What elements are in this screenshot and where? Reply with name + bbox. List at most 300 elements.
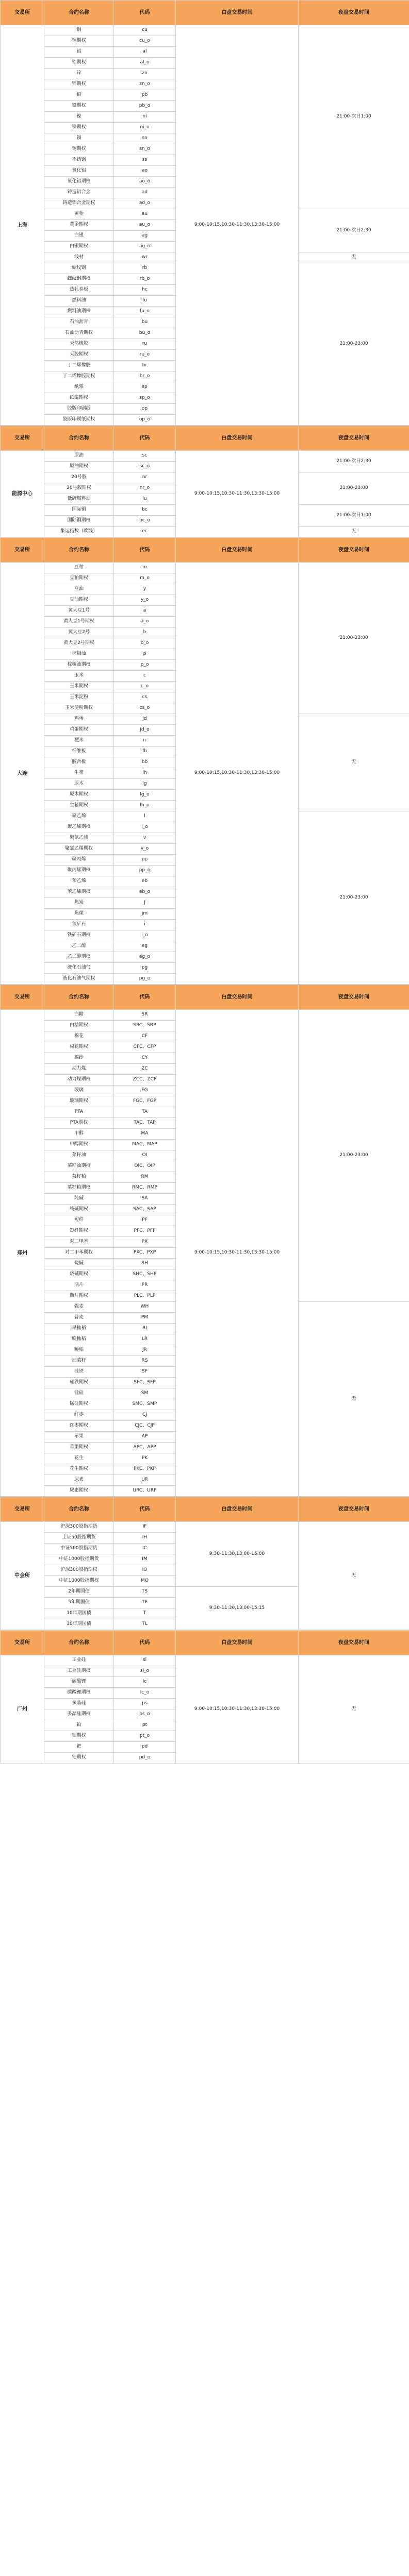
contract-name: PTA [44, 1107, 114, 1118]
contract-name: 烧碱期权 [44, 1269, 114, 1280]
header-code: 代码 [114, 426, 176, 451]
contract-code: al [114, 47, 176, 58]
contract-code: m_o [114, 573, 176, 584]
contract-code: RMC、RMP [114, 1183, 176, 1194]
contract-code: op [114, 404, 176, 415]
contract-code: si [114, 1655, 176, 1666]
contract-code: zn [114, 69, 176, 79]
contract-code: IF [114, 1522, 176, 1533]
contract-code: b [114, 628, 176, 638]
contract-name: 原木期权 [44, 790, 114, 801]
header-day-session: 白盘交易时间 [176, 538, 299, 563]
contract-code: ru_o [114, 350, 176, 361]
contract-name: 聚丙烯 [44, 855, 114, 866]
contract-code: sc_o [114, 462, 176, 472]
contract-name: 铁矿石 [44, 920, 114, 930]
contract-code: br_o [114, 371, 176, 382]
contract-name: 胶版印刷纸期权 [44, 415, 114, 426]
contract-code: c_o [114, 682, 176, 692]
contract-code: TF [114, 1598, 176, 1608]
exchange-name: 大连 [1, 563, 44, 985]
contract-name: 铅期权 [44, 101, 114, 112]
contract-name: 镍期权 [44, 123, 114, 133]
contract-name: 液化石油气 [44, 963, 114, 974]
contract-name: 瓶片 [44, 1280, 114, 1291]
contract-code: ni [114, 112, 176, 123]
contract-code: au_o [114, 220, 176, 231]
header-code: 代码 [114, 1631, 176, 1655]
contract-code: ps_o [114, 1709, 176, 1720]
contract-code: CY [114, 1053, 176, 1064]
contract-code: bc [114, 505, 176, 516]
night-session-time: 21:00-次日1:00 [299, 505, 409, 527]
contract-name: 2年期国债 [44, 1587, 114, 1598]
contract-name: 玉米淀粉期权 [44, 703, 114, 714]
contract-name: 硅铁期权 [44, 1378, 114, 1388]
contract-code: IM [114, 1554, 176, 1565]
contract-code: ZCC、ZCP [114, 1075, 176, 1086]
contract-code: T [114, 1608, 176, 1619]
contract-name: 聚氯乙烯 [44, 833, 114, 844]
contract-name: 玻璃 [44, 1086, 114, 1096]
header-code: 代码 [114, 538, 176, 563]
header-day-session: 白盘交易时间 [176, 1497, 299, 1522]
contract-name: 聚乙烯 [44, 811, 114, 822]
contract-name: 黄大豆2号 [44, 628, 114, 638]
contract-name: 菜籽粕 [44, 1172, 114, 1183]
contract-code: bu [114, 317, 176, 328]
contract-name: 黄大豆2号期权 [44, 638, 114, 649]
contract-code: rb_o [114, 274, 176, 285]
contract-name: 锌 [44, 69, 114, 79]
contract-name: 碳酸锂 [44, 1677, 114, 1688]
contract-code: fu [114, 296, 176, 307]
night-session-time: 21:00-次日2:30 [299, 451, 409, 472]
exchange-name: 中金所 [1, 1522, 44, 1630]
contract-code: OI [114, 1150, 176, 1161]
contract-name: 螺纹钢期权 [44, 274, 114, 285]
contract-code: cs_o [114, 703, 176, 714]
contract-name: 硅铁 [44, 1367, 114, 1378]
contract-code: eb [114, 876, 176, 887]
contract-row [1, 1655, 409, 1666]
contract-name: 20号胶期权 [44, 483, 114, 494]
contract-name: 钯期权 [44, 1753, 114, 1764]
contract-code: bu_o [114, 328, 176, 339]
contract-code: pp_o [114, 866, 176, 876]
contract-code: ad_o [114, 198, 176, 209]
contract-code: sc [114, 451, 176, 462]
contract-name: 集运指数（欧线） [44, 527, 114, 537]
contract-name: 聚氯乙烯期权 [44, 844, 114, 855]
contract-name: 焦炭 [44, 898, 114, 909]
contract-name: 工业硅期权 [44, 1666, 114, 1677]
contract-name: 锡期权 [44, 144, 114, 155]
contract-name: 天胶期权 [44, 350, 114, 361]
contract-code: ao [114, 166, 176, 177]
contract-name: 纤维板 [44, 747, 114, 757]
contract-name: 铂 [44, 1720, 114, 1731]
contract-code: eg_o [114, 952, 176, 963]
contract-name: 线材 [44, 252, 114, 263]
contract-name: 对二甲苯期权 [44, 1248, 114, 1259]
contract-code: lg [114, 779, 176, 790]
contract-name: 甲醇 [44, 1129, 114, 1140]
contract-code: PM [114, 1313, 176, 1324]
contract-code: j [114, 898, 176, 909]
header-code: 代码 [114, 985, 176, 1010]
contract-code: zn_o [114, 79, 176, 90]
contract-code: lu [114, 494, 176, 505]
contract-code: PK [114, 1453, 176, 1464]
contract-code: a [114, 606, 176, 617]
contract-name: 中证500股指期货 [44, 1544, 114, 1554]
exchange-name: 能源中心 [1, 451, 44, 537]
contract-code: sn_o [114, 144, 176, 155]
contract-code: nr [114, 472, 176, 483]
section-header-row [1, 538, 409, 563]
contract-code: UR [114, 1475, 176, 1486]
contract-name: 中证1000股指期权 [44, 1576, 114, 1587]
contract-name: 沪深300股指期权 [44, 1565, 114, 1576]
contract-name: 铁矿石期权 [44, 930, 114, 941]
contract-name: 铜期权 [44, 36, 114, 47]
day-session-time: 9:00-10:15,10:30-11:30,13:30-15:00 [176, 25, 299, 426]
contract-code: OIC、OIP [114, 1161, 176, 1172]
contract-code: SH [114, 1259, 176, 1269]
contract-code: fb [114, 747, 176, 757]
contract-name: 螺纹钢 [44, 263, 114, 274]
header-contract-name: 合约名称 [44, 1497, 114, 1522]
contract-code: CFC、CFP [114, 1042, 176, 1053]
contract-code: ec [114, 527, 176, 537]
contract-code: y [114, 584, 176, 595]
contract-code: au [114, 209, 176, 220]
contract-code: lc_o [114, 1688, 176, 1699]
contract-name: 原油期权 [44, 462, 114, 472]
contract-code: a_o [114, 617, 176, 628]
exchange-name: 上海 [1, 25, 44, 426]
contract-name: 30年期国债 [44, 1619, 114, 1630]
header-day-session: 白盘交易时间 [176, 426, 299, 451]
contract-name: 棕榈油期权 [44, 660, 114, 671]
contract-code: ad [114, 188, 176, 198]
contract-name: 黄金期权 [44, 220, 114, 231]
contract-code: APC、APP [114, 1443, 176, 1453]
night-session-time: 21:00-23:00 [299, 472, 409, 505]
contract-code: jd [114, 714, 176, 725]
contract-name: 玻璃期权 [44, 1096, 114, 1107]
contract-code: c [114, 671, 176, 682]
header-exchange: 交易所 [1, 538, 44, 563]
contract-code: CF [114, 1031, 176, 1042]
contract-name: 尿素 [44, 1475, 114, 1486]
contract-name: 生猪期权 [44, 801, 114, 811]
contract-code: SF [114, 1367, 176, 1378]
contract-name: 玉米淀粉 [44, 692, 114, 703]
contract-code: bb [114, 757, 176, 768]
contract-name: 白银期权 [44, 242, 114, 252]
contract-name: 玉米 [44, 671, 114, 682]
header-day-session: 白盘交易时间 [176, 1, 299, 25]
contract-code: SR [114, 1010, 176, 1021]
contract-code: cs [114, 692, 176, 703]
contract-name: 石油沥青 [44, 317, 114, 328]
contract-code: PF [114, 1215, 176, 1226]
contract-code: sp [114, 382, 176, 393]
contract-code: rb [114, 263, 176, 274]
night-session-time: 无 [299, 1302, 409, 1497]
contract-name: 苹果期权 [44, 1443, 114, 1453]
contract-code: SAC、SAP [114, 1205, 176, 1215]
night-session-time: 无 [299, 1655, 409, 1764]
contract-name: 烧碱 [44, 1259, 114, 1269]
header-night-session: 夜盘交易时间 [299, 1631, 409, 1655]
header-night-session: 夜盘交易时间 [299, 985, 409, 1010]
contract-name: 沪深300股指期货 [44, 1522, 114, 1533]
contract-name: 原油 [44, 451, 114, 462]
contract-code: pg [114, 963, 176, 974]
contract-name: 锰硅 [44, 1388, 114, 1399]
contract-name: 粳稻 [44, 1345, 114, 1356]
contract-name: 短纤期权 [44, 1226, 114, 1237]
contract-code: ru [114, 339, 176, 350]
contract-name: 黄大豆1号 [44, 606, 114, 617]
contract-name: 纸浆期权 [44, 393, 114, 404]
contract-code: TA [114, 1107, 176, 1118]
contract-name: 棉花 [44, 1031, 114, 1042]
contract-name: 甲醇期权 [44, 1140, 114, 1150]
contract-code: JR [114, 1345, 176, 1356]
contract-name: 菜籽油 [44, 1150, 114, 1161]
contract-name: 丁二烯橡胶期权 [44, 371, 114, 382]
contract-name: 乙二醇期权 [44, 952, 114, 963]
contract-name: 粳米 [44, 736, 114, 747]
night-session-time: 21:00-次日2:30 [299, 209, 409, 252]
contract-code: l [114, 811, 176, 822]
contract-code: v [114, 833, 176, 844]
contract-name: 石油沥青期权 [44, 328, 114, 339]
contract-name: 鸡蛋 [44, 714, 114, 725]
contract-name: 锡 [44, 133, 114, 144]
contract-name: 纯碱期权 [44, 1205, 114, 1215]
header-day-session: 白盘交易时间 [176, 985, 299, 1010]
contract-name: 尿素期权 [44, 1486, 114, 1497]
contract-name: 天然橡胶 [44, 339, 114, 350]
contract-name: 豆油 [44, 584, 114, 595]
contract-name: 花生期权 [44, 1464, 114, 1475]
contract-name: 乙二醇 [44, 941, 114, 952]
contract-name: 丁二烯橡胶 [44, 361, 114, 371]
contract-name: 聚乙烯期权 [44, 822, 114, 833]
contract-code: RI [114, 1324, 176, 1334]
contract-name: 棉纱 [44, 1053, 114, 1064]
contract-code: SHC、SHP [114, 1269, 176, 1280]
contract-code: MAC、MAP [114, 1140, 176, 1150]
contract-code: PXC、PXP [114, 1248, 176, 1259]
contract-name: 工业硅 [44, 1655, 114, 1666]
contract-code: cu [114, 25, 176, 36]
contract-name: 花生 [44, 1453, 114, 1464]
contract-code: pt_o [114, 1731, 176, 1742]
contract-name: 燃料油期权 [44, 307, 114, 317]
contract-name: 5年期国债 [44, 1598, 114, 1608]
contract-code: TAC、TAP [114, 1118, 176, 1129]
contract-code: PX [114, 1237, 176, 1248]
contract-code: SM [114, 1388, 176, 1399]
contract-name: 碳酸锂期权 [44, 1688, 114, 1699]
contract-name: 锰硅期权 [44, 1399, 114, 1410]
contract-code: l_o [114, 822, 176, 833]
night-session-time: 21:00-23:00 [299, 263, 409, 426]
contract-code: lh_o [114, 801, 176, 811]
header-exchange: 交易所 [1, 1497, 44, 1522]
contract-code: nr_o [114, 483, 176, 494]
contract-code: p_o [114, 660, 176, 671]
exchange-name: 郑州 [1, 1010, 44, 1497]
night-session-time: 无 [299, 252, 409, 263]
contract-name: 强麦 [44, 1302, 114, 1313]
contract-name: 焦煤 [44, 909, 114, 920]
contract-code: PFC、PFP [114, 1226, 176, 1237]
night-session-time: 21:00-23:00 [299, 811, 409, 985]
day-session-time: 9:00-10:15,10:30-11:30,13:30-15:00 [176, 1655, 299, 1764]
contract-code: FGC、FGP [114, 1096, 176, 1107]
contract-code: ag [114, 231, 176, 242]
contract-code: sp_o [114, 393, 176, 404]
contract-name: 油菜籽 [44, 1356, 114, 1367]
contract-row [1, 1010, 409, 1021]
contract-code: WH [114, 1302, 176, 1313]
contract-name: 国际铜 [44, 505, 114, 516]
contract-name: 铝 [44, 47, 114, 58]
contract-name: 热轧卷板 [44, 285, 114, 296]
contract-name: 镍 [44, 112, 114, 123]
contract-code: lg_o [114, 790, 176, 801]
contract-code: MO [114, 1576, 176, 1587]
header-code: 代码 [114, 1497, 176, 1522]
contract-name: 10年期国债 [44, 1608, 114, 1619]
contract-name: 对二甲苯 [44, 1237, 114, 1248]
contract-name: 白银 [44, 231, 114, 242]
contract-code: wr [114, 252, 176, 263]
contract-name: 动力煤期权 [44, 1075, 114, 1086]
contract-name: 棕榈油 [44, 649, 114, 660]
contract-name: 黄大豆1号期权 [44, 617, 114, 628]
night-session-time: 21:00-23:00 [299, 1010, 409, 1302]
contract-code: pd [114, 1742, 176, 1753]
contract-row [1, 1522, 409, 1533]
contract-name: 早籼稻 [44, 1324, 114, 1334]
contract-code: IO [114, 1565, 176, 1576]
contract-code: m [114, 563, 176, 573]
contract-name: 铂期权 [44, 1731, 114, 1742]
contract-code: cu_o [114, 36, 176, 47]
night-session-time: 无 [299, 714, 409, 811]
contract-code: RS [114, 1356, 176, 1367]
contract-code: PKC、PKP [114, 1464, 176, 1475]
contract-code: FG [114, 1086, 176, 1096]
contract-code: SA [114, 1194, 176, 1205]
contract-code: i_o [114, 930, 176, 941]
contract-name: 燃料油 [44, 296, 114, 307]
contract-name: 铸造铝合金期权 [44, 198, 114, 209]
contract-name: 铅 [44, 90, 114, 101]
contract-code: pt [114, 1720, 176, 1731]
section-header-row [1, 426, 409, 451]
header-night-session: 夜盘交易时间 [299, 538, 409, 563]
exchange-name: 广州 [1, 1655, 44, 1764]
contract-name: 玉米期权 [44, 682, 114, 692]
contract-code: ps [114, 1699, 176, 1709]
contract-row [1, 451, 409, 462]
contract-name: 菜籽粕期权 [44, 1183, 114, 1194]
contract-code: jm [114, 909, 176, 920]
contract-name: 原木 [44, 779, 114, 790]
contract-name: 白糖 [44, 1010, 114, 1021]
contract-code: SFC、SFP [114, 1378, 176, 1388]
day-session-time: 9:00-10:15,10:30-11:30,13:30-15:00 [176, 563, 299, 985]
contract-name: 中证1000股指期货 [44, 1554, 114, 1565]
contract-code: br [114, 361, 176, 371]
contract-code: CJ [114, 1410, 176, 1421]
contract-code: lh [114, 768, 176, 779]
header-exchange: 交易所 [1, 1631, 44, 1655]
contract-name: 红枣 [44, 1410, 114, 1421]
contract-code: eb_o [114, 887, 176, 898]
contract-name: 短纤 [44, 1215, 114, 1226]
contract-code: rr [114, 736, 176, 747]
section-header-row [1, 985, 409, 1010]
contract-name: 动力煤 [44, 1064, 114, 1075]
contract-code: URC、URP [114, 1486, 176, 1497]
contract-code: y_o [114, 595, 176, 606]
trading-hours-table-body [1, 1, 409, 1764]
header-contract-name: 合约名称 [44, 1631, 114, 1655]
day-session-time: 9:00-10:15,10:30-11:30,13:30-15:00 [176, 1010, 299, 1497]
contract-name: 棉花期权 [44, 1042, 114, 1053]
contract-name: 白糖期权 [44, 1021, 114, 1031]
contract-code: jd_o [114, 725, 176, 736]
contract-name: 苯乙烯期权 [44, 887, 114, 898]
contract-code: hc [114, 285, 176, 296]
contract-code: PLC、PLP [114, 1291, 176, 1302]
day-session-time: 9:30-11:30,13:00-15:00 [176, 1522, 299, 1587]
contract-code: p [114, 649, 176, 660]
contract-name: 生猪 [44, 768, 114, 779]
contract-code: lc [114, 1677, 176, 1688]
contract-code: pb_o [114, 101, 176, 112]
contract-name: 晚籼稻 [44, 1334, 114, 1345]
contract-name: 黄金 [44, 209, 114, 220]
contract-code: ss [114, 155, 176, 166]
day-session-time: 9:30-11:30,13:00-15:15 [176, 1587, 299, 1630]
contract-name: PTA期权 [44, 1118, 114, 1129]
contract-name: 20号胶 [44, 472, 114, 483]
night-session-time: 21:00-次日1:00 [299, 25, 409, 209]
contract-code: pb [114, 90, 176, 101]
contract-name: 瓶片期权 [44, 1291, 114, 1302]
contract-code: TL [114, 1619, 176, 1630]
contract-code: PR [114, 1280, 176, 1291]
contract-name: 聚丙烯期权 [44, 866, 114, 876]
header-contract-name: 合约名称 [44, 985, 114, 1010]
header-night-session: 夜盘交易时间 [299, 1, 409, 25]
contract-name: 多晶硅期权 [44, 1709, 114, 1720]
night-session-time: 无 [299, 527, 409, 537]
contract-code: pp [114, 855, 176, 866]
contract-code: TS [114, 1587, 176, 1598]
